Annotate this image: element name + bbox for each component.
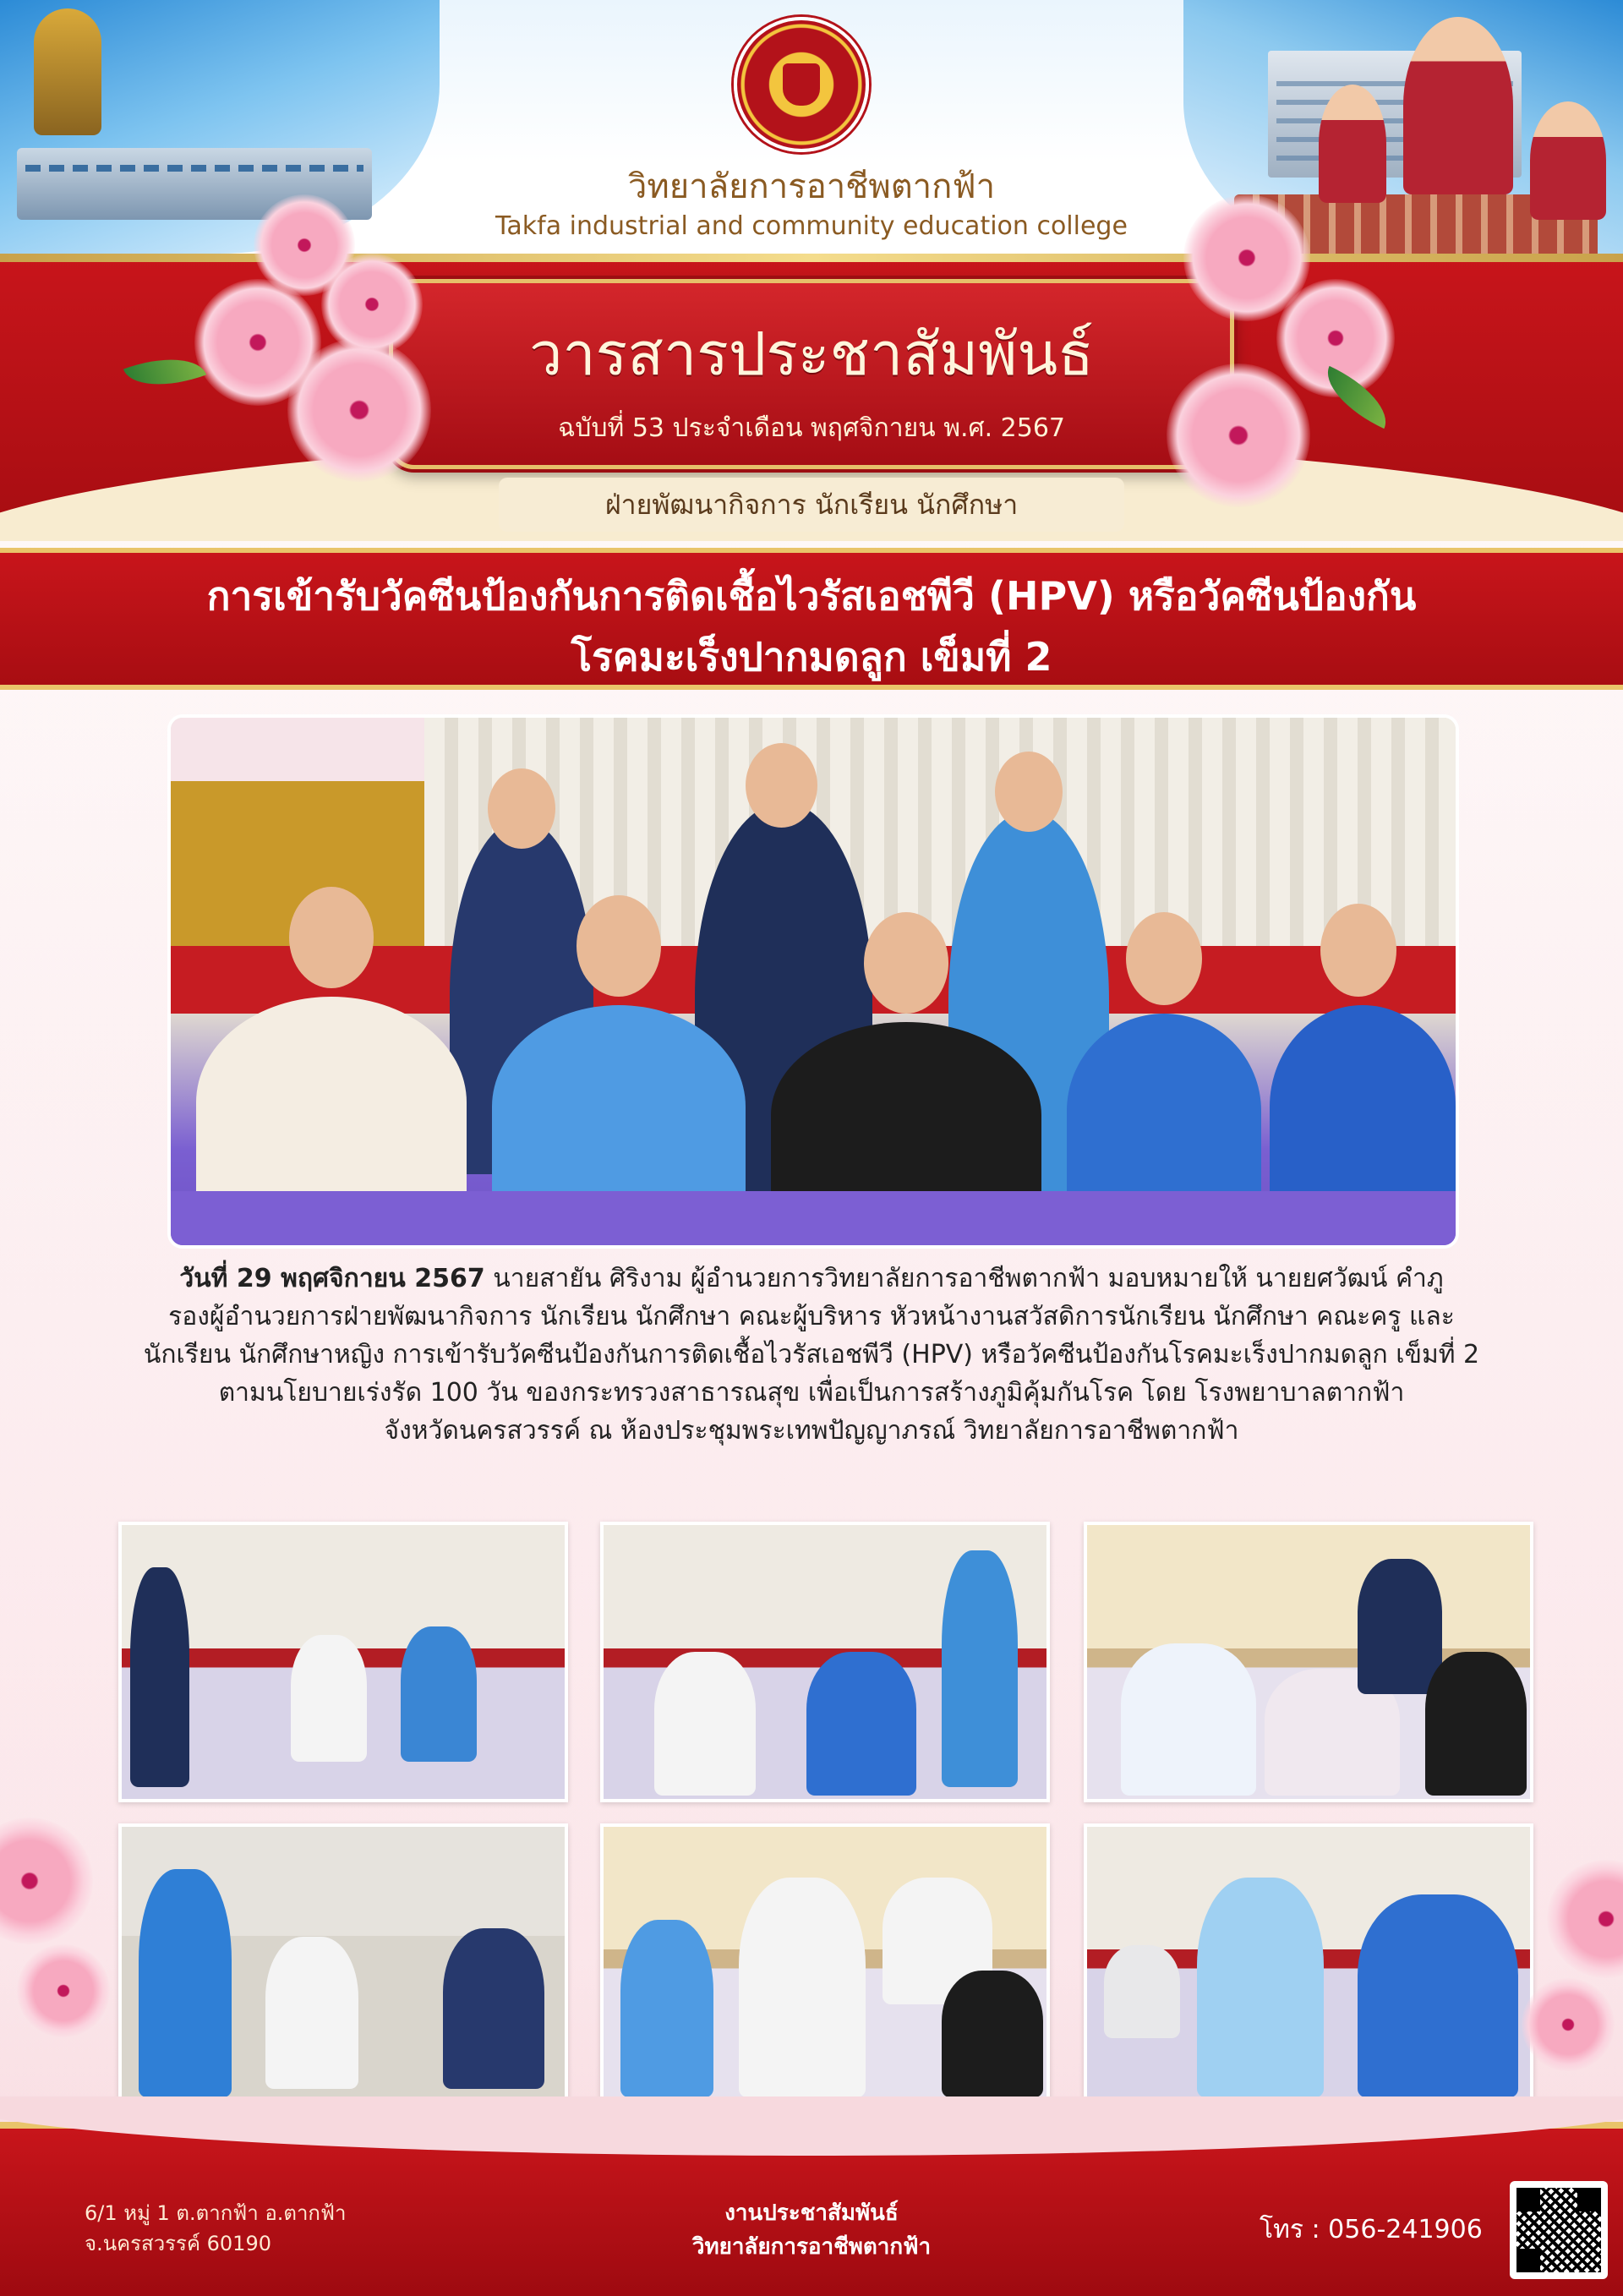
person-figure (291, 1635, 367, 1762)
face (289, 887, 374, 988)
gallery-photo (600, 1823, 1050, 2102)
person-figure (401, 1626, 477, 1762)
face (995, 752, 1063, 832)
news-caption (34, 1260, 1589, 1450)
caption-line-5: จังหวัดนครสวรรค์ ณ ห้องประชุมพระเทพปัญญาภรณ์ วิทยาลัยการอาชีพตากฟ้า (384, 1416, 1239, 1446)
face (746, 743, 817, 828)
cherry-blossom-decoration (0, 1818, 93, 1944)
cooler-box (1104, 1945, 1180, 2038)
gold-divider (0, 254, 1623, 262)
issue-label: ฉบับที่ 53 ประจำเดือน พฤศจิกายน พ.ศ. 2567 (558, 413, 1065, 443)
person-figure (942, 1971, 1043, 2097)
journal-title-plate (389, 279, 1234, 469)
monument-image (34, 8, 101, 135)
headline-line-1: การเข้ารับวัคซีนป้องกันการติดเชื้อไวรัสเอชพีวี (HPV) หรือวัคซีนป้องกัน (206, 573, 1417, 619)
person-figure (942, 1550, 1018, 1787)
caption-line-3: นักเรียน นักศึกษาหญิง การเข้ารับวัคซีนป้องกันการติดเชื้อไวรัสเอชพีวี (HPV) หรือวัคซีนป้องกันโรคมะเร็งปากมดลูก เข็มที่ 2 (143, 1340, 1480, 1369)
student-figure (1270, 1005, 1456, 1208)
caption-line-4: ตามนโยบายเร่งรัด 100 วัน ของกระทรวงสาธารณสุข เพื่อเป็นการสร้างภูมิคุ้มกันโรค โดย โรงพยาบาลตากฟ้า (218, 1378, 1405, 1408)
event-date: วันที่ 29 พฤศจิกายน 2567 (179, 1264, 485, 1293)
page-header (0, 0, 1623, 541)
main-group-photo (167, 714, 1459, 1249)
person-figure (1358, 1559, 1442, 1694)
cherry-blossom-decoration (1547, 1860, 1623, 1978)
face (577, 895, 661, 997)
student-figure (196, 997, 467, 1208)
college-name-th: วิทยาลัยการอาชีพตากฟ้า (627, 167, 996, 206)
logo-emblem (783, 63, 820, 106)
qr-code-pattern (1516, 2188, 1601, 2272)
qr-code[interactable] (1510, 2181, 1608, 2279)
person-figure (739, 1878, 866, 2097)
person-figure (654, 1652, 756, 1796)
caption-line-2: รองผู้อำนวยการฝ่ายพัฒนากิจการ นักเรียน นักศึกษา คณะผู้บริหาร หัวหน้างานสวัสดิการนักเรียน นักศึกษา คณะครู และ (168, 1302, 1455, 1331)
person-figure (139, 1869, 232, 2097)
face (864, 912, 948, 1014)
gallery-photo (1084, 1522, 1533, 1802)
journal-title: วารสารประชาสัมพันธ์ (529, 320, 1094, 389)
person-figure (806, 1652, 916, 1796)
address-line-1: 6/1 หมู่ 1 ต.ตากฟ้า อ.ตากฟ้า (85, 2201, 347, 2225)
department-label: ฝ่ายพัฒนากิจการ นักเรียน นักศึกษา (499, 478, 1124, 532)
person-figure (1197, 1878, 1324, 2097)
cherry-blossom-decoration (17, 1944, 110, 2037)
person-figure (1121, 1643, 1256, 1796)
person-figure (1425, 1652, 1527, 1796)
student-figure (1067, 1014, 1261, 1208)
person-figure (265, 1937, 358, 2089)
person-figure (130, 1567, 189, 1787)
face (1320, 904, 1396, 997)
gallery-photo (118, 1522, 568, 1802)
address-line-2: จ.นครสวรรค์ 60190 (85, 2232, 271, 2255)
person-figure (443, 1928, 544, 2089)
gallery-photo (118, 1823, 568, 2102)
person-figure (620, 1920, 713, 2097)
face (1126, 912, 1202, 1005)
caption-line-1: นายสายัน ศิริงาม ผู้อำนวยการวิทยาลัยการอาชีพตากฟ้า มอบหมายให้ นายยศวัฒน์ คำภู (484, 1264, 1444, 1293)
college-name-en: Takfa industrial and community education college (495, 211, 1128, 241)
cherry-blossom-decoration (287, 338, 431, 482)
purple-table (171, 1191, 1456, 1249)
teacher-figure (771, 1022, 1041, 1208)
person-figure (1358, 1894, 1518, 2097)
gallery-photo (1084, 1823, 1533, 2102)
cherry-blossom-decoration (1167, 364, 1310, 507)
phone-number: โทร : 056-241906 (1260, 2215, 1483, 2244)
gallery-photo (600, 1522, 1050, 1802)
pr-unit-line-1: งานประชาสัมพันธ์ (724, 2200, 899, 2226)
college-logo (734, 17, 869, 152)
cherry-blossom-decoration (1522, 1978, 1615, 2071)
face (488, 768, 555, 849)
pr-unit-line-2: วิทยาลัยการอาชีพตากฟ้า (691, 2234, 932, 2260)
student-figure (492, 1005, 746, 1208)
headline-line-2: โรคมะเร็งปากมดลูก เข็มที่ 2 (571, 634, 1052, 680)
cherry-blossom-decoration (321, 254, 423, 355)
